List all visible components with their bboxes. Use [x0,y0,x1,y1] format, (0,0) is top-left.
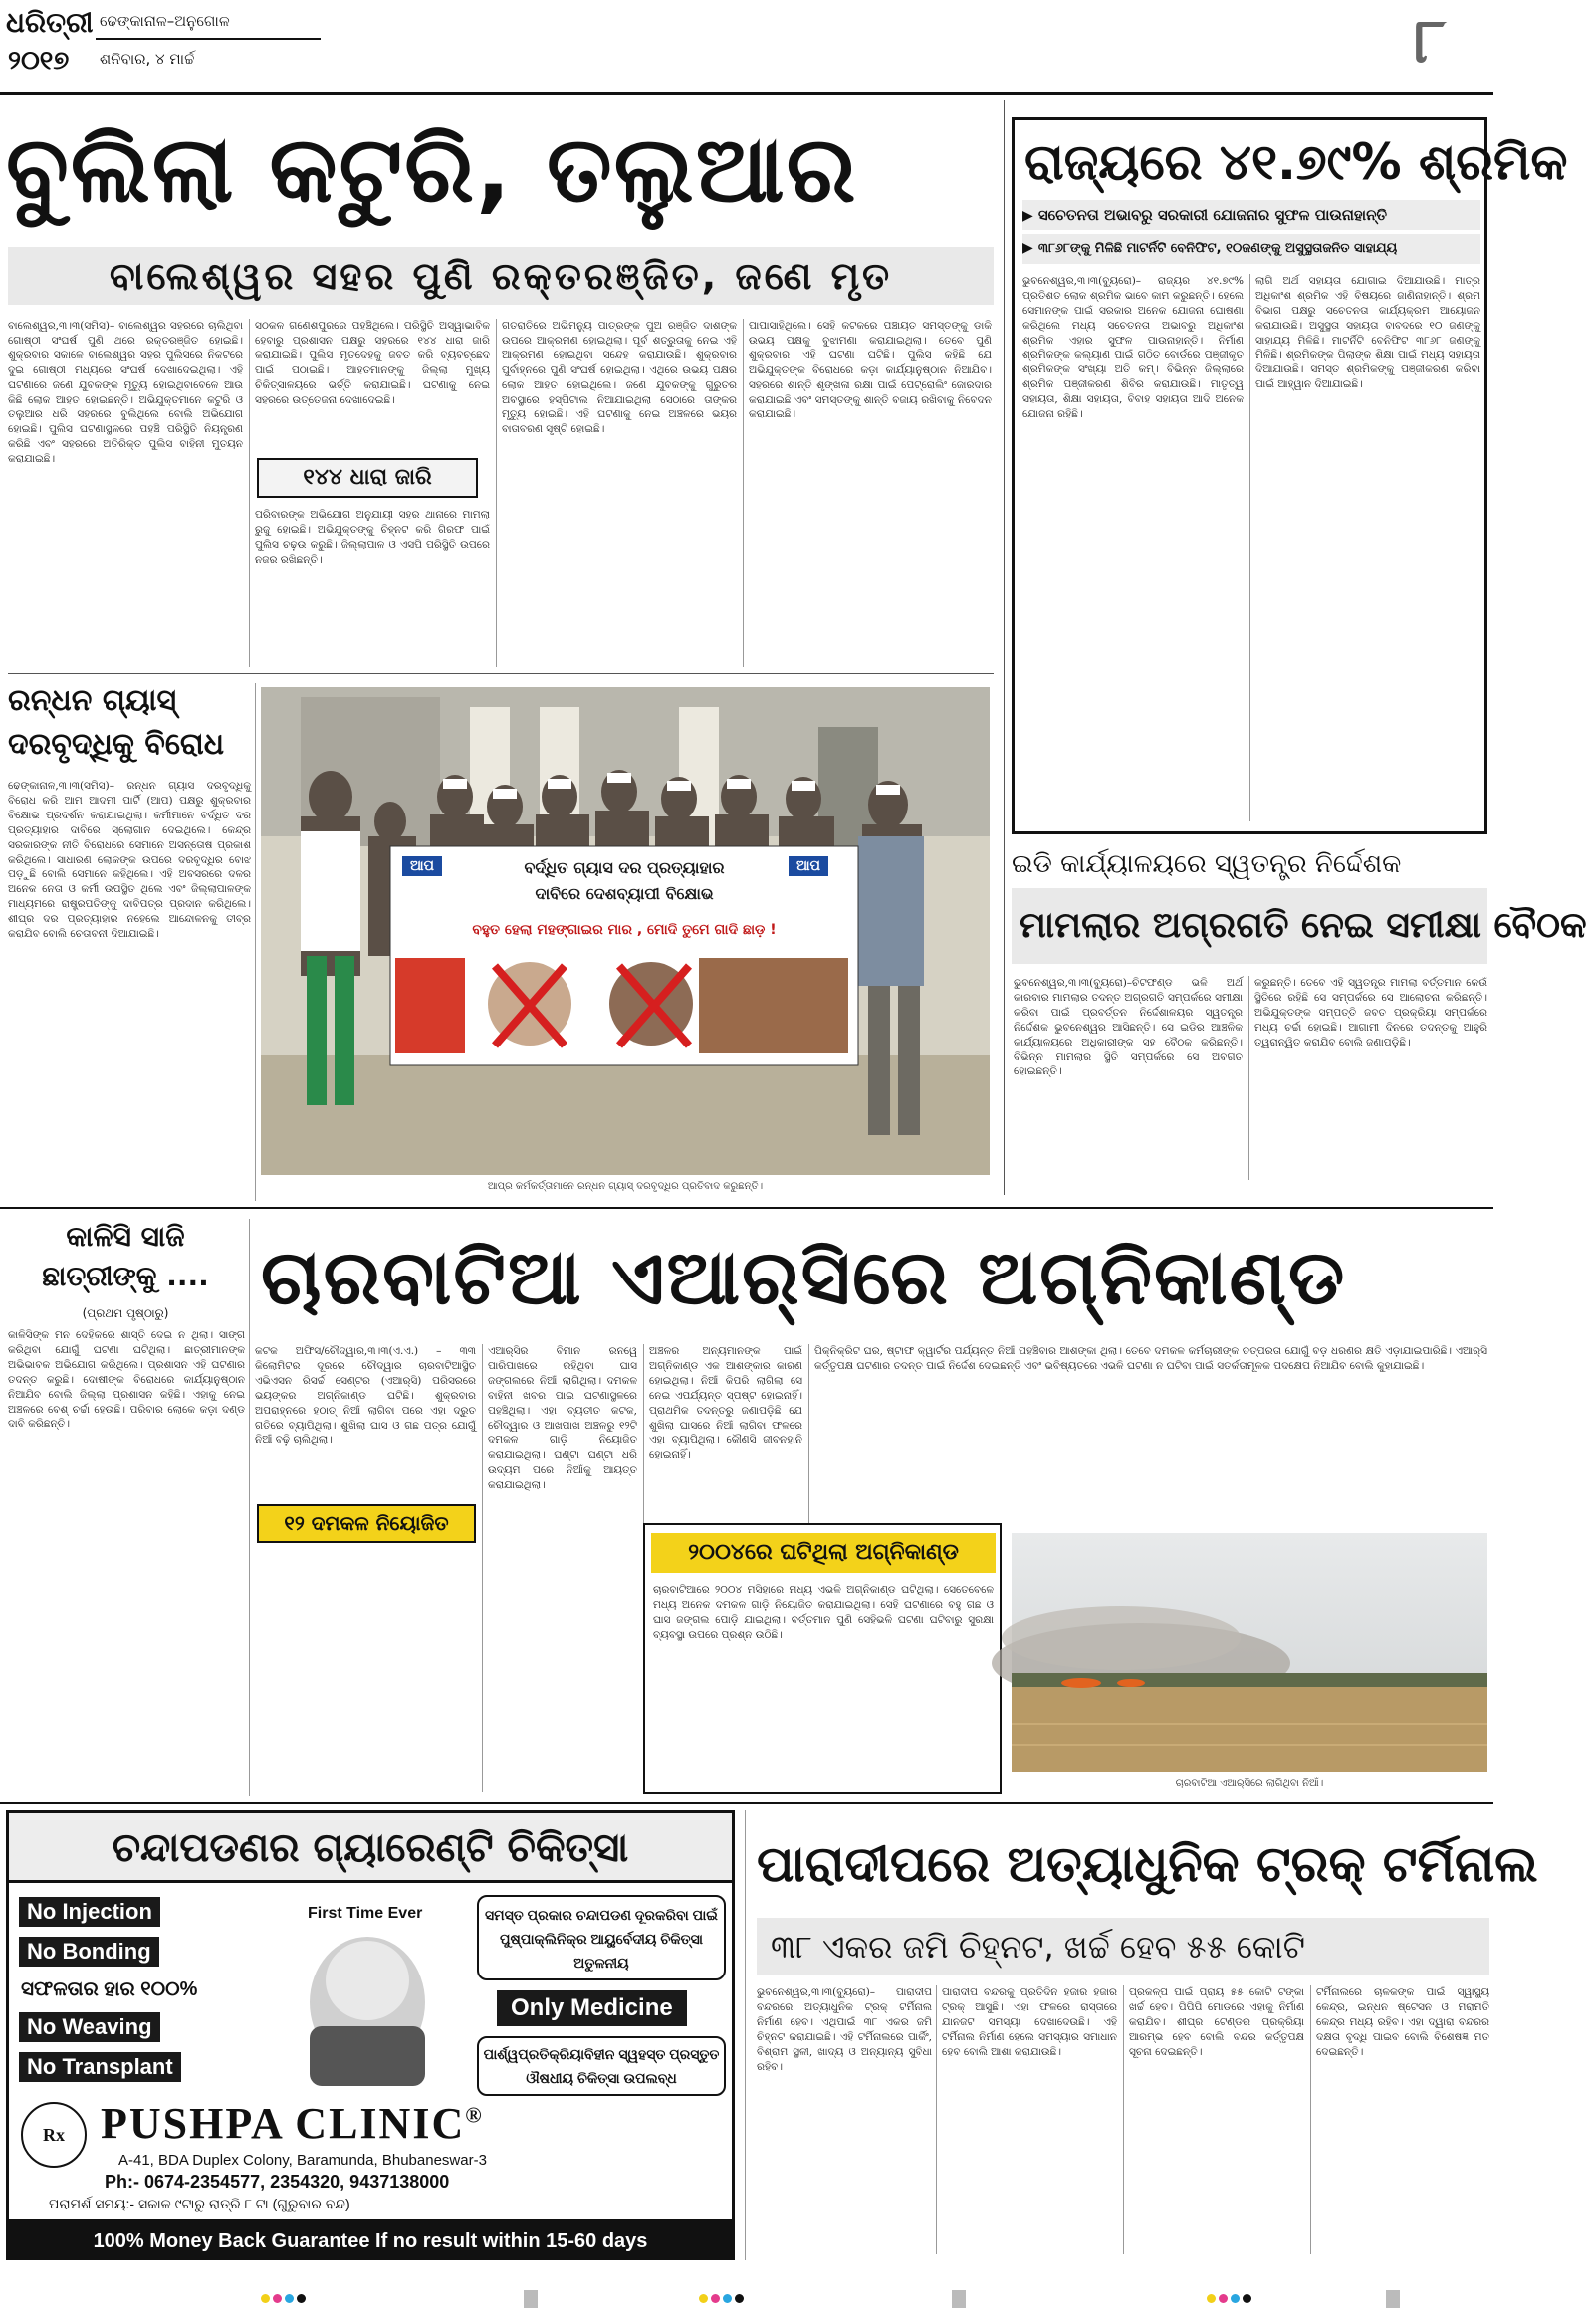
lpg-protest-photo [261,687,990,1175]
clinic-logo-icon: Rx [21,2102,87,2168]
registered-mark: ® [465,2102,484,2128]
lead-col-1: ବାଲେଶ୍ୱର,୩।୩(ସମିସ)– ବାଲେଶ୍ୱର ସହରରେ ଚାଲିଥିବା ଗୋଷ୍ଠୀ ସଂଘର୍ଷ ପୁଣି ଥରେ ରକ୍ତରଞ୍ଜିତ ହୋଇଛି। ଶୁକ୍ରବାର ସକାଳେ ବାଲେଶ୍ୱର ସହର ପୁଲିସରେ ନିକଟରେ ଦୁଇ ଗୋଷ୍ଠୀ ମଧ୍ୟରେ ସଂଘର୍ଷ ଦେଖାଦେଇଥିଲା। ଏହି ଘଟଣାରେ ଜଣେ ଯୁବକଙ୍କ ମୃତ୍ୟୁ ହୋଇଥିବାବେଳେ ଆଉ କିଛି ଲୋକ ଆହତ ହୋଇଛନ୍ତି। ଅଭିଯୁକ୍ତମାନେ କଟୁରି ଓ ତଲୁଆର ଧରି ସହରରେ ବୁଲିଥିଲେ ବୋଲି ଅଭିଯୋଗ ହୋଇଛି। ପୁଲିସ ଘଟଣାସ୍ଥଳରେ ପହଞ୍ଚି ପରିସ୍ଥିତି ନିୟନ୍ତ୍ରଣ କରିଛି ଏବଂ ସହରରେ ଅତିରିକ୍ତ ପୁଲିସ ବାହିନୀ ମୁତୟନ କରାଯାଇଛି। [8,320,243,466]
only-medicine: Only Medicine [497,1990,687,2026]
lead-col-2b: ପରିବାରଙ୍କ ଅଭିଯୋଗ ଅନୁଯାୟୀ ସହର ଥାନାରେ ମାମଲା ରୁଜୁ ହୋଇଛି। ଅଭିଯୁକ୍ତଙ୍କୁ ଚିହ୍ନଟ କରି ଗିରଫ ପାଇଁ ପୁଲିସ ଚଢ଼ଉ କରୁଛି। ଜିଲ୍ଲାପାଳ ଓ ଏସପି ପରିସ୍ଥିତି ଉପରେ ନଜର ରଖିଛନ୍ତି। [255,509,490,566]
no-transplant: No Transplant [19,2052,181,2082]
edition-label: ଢେଙ୍କାନାଳ–ଅନୁଗୋଳ [100,12,230,30]
ad-pill-ayurvedic [477,1895,726,1980]
fire-2004-body: ଚାରବାଟିଆରେ ୨୦୦୪ ମସିହାରେ ମଧ୍ୟ ଏଭଳି ଅଗ୍ନିକାଣ୍ଡ ଘଟିଥିଲା। ସେତେବେଳେ ମଧ୍ୟ ଅନେକ ଦମକଳ ଗାଡ଼ି ନିୟୋଜିତ କରାଯାଇଥିଲା। ସେହି ଘଟଣାରେ ବହୁ ଗଛ ଓ ଘାସ ଜଙ୍ଗଲ ପୋଡ଼ି ଯାଇଥିଲା। ବର୍ତ୍ତମାନ ପୁଣି ସେହିଭଳି ଘଟଣା ଘଟିବାରୁ ସୁରକ୍ଷା ବ୍ୟବସ୍ଥା ଉପରେ ପ୍ରଶ୍ନ ଉଠିଛି। [653,1584,994,1641]
ad-title: ଚନ୍ଦାପଡଣର ଗ୍ୟାରେଣ୍ଟି ଚିକିତ୍ସା [112,1825,629,1871]
labour-col-2: ଲାଗି ଅର୍ଥ ସହାୟତା ଯୋଗାଇ ଦିଆଯାଉଛି। ମାତ୍ର ଅଧିକାଂଶ ଶ୍ରମିକ ଏହି ବିଷୟରେ ଜାଣିନାହାନ୍ତି। ଶ୍ରମ ବିଭାଗ ପକ୍ଷରୁ ସଚେତନତା କାର୍ଯ୍ୟକ୍ରମ ଆୟୋଜନ କରାଯାଉଛି। ଅସୁସ୍ଥତା ସହାୟତା ବାବଦରେ ୧୦ ଜଣଙ୍କୁ ସାହାଯ୍ୟ ମିଳିଛି। ମାଟର୍ନିଟି ବେନିଫିଟ ୩୮୬୮ ଜଣଙ୍କୁ ମିଳିଛି। ଶ୍ରମିକଙ୍କ ପିଲାଙ୍କ ଶିକ୍ଷା ପାଇଁ ମଧ୍ୟ ସହାୟତା ଦିଆଯାଉଛି। ସମସ୍ତ ଶ୍ରମିକଙ୍କୁ ପଞ୍ଜୀକରଣ କରିବା ପାଇଁ ଆହ୍ୱାନ ଦିଆଯାଇଛି। [1255,275,1480,391]
masthead [0,0,1493,92]
registration-mark [1207,2294,1216,2303]
side-story-ref: (ପ୍ରଥମ ପୃଷ୍ଠାରୁ) [82,1306,169,1320]
no-bonding: No Bonding [19,1937,159,1967]
ad-title-bar [9,1813,732,1883]
lpg-headline: ରନ୍ଧନ ଗ୍ୟାସ୍ ଦରବୃଦ୍ଧିକୁ ବିରୋଧ [8,683,225,762]
money-back-text: 100% Money Back Guarantee If no result within 15-60 days [93,2230,648,2252]
labour-headline: ରାଜ୍ୟରେ ୪୧.୭୯% ଶ୍ରମିକ [1024,133,1568,191]
fire-photo [1012,1533,1487,1772]
labour-bullet-1: ସଚେତନତା ଅଭାବରୁ ସରକାରୀ ଯୋଜନାର ସୁଫଳ ପାଉନାହାନ୍ତି [1037,206,1388,224]
registration-mark [1219,2294,1228,2303]
section-144-label: ୧୪୪ ଧାରା ଜାରି [303,465,432,490]
registration-mark [711,2294,720,2303]
triangle-bullet-icon: ▶ [1022,208,1033,224]
lead-col-2: ସଠକଳ ଗଣେଶପୁରରେ ପହଞ୍ଚିଥିଲେ। ପରିସ୍ଥିତି ଅସ୍ୱାଭାବିକ ହେବାରୁ ପ୍ରଶାସନ ପକ୍ଷରୁ ସହରରେ ୧୪୪ ଧାରା ଜାରି କରାଯାଇଛି। ପୁଲିସ ମୃତଦେହକୁ ଜବତ କରି ବ୍ୟବଚ୍ଛେଦ ପାଇଁ ପଠାଇଛି। ଆହତମାନଙ୍କୁ ଜିଲ୍ଲା ମୁଖ୍ୟ ଚିକିତ୍ସାଳୟରେ ଭର୍ତ୍ତି କରାଯାଇଛି। ଘଟଣାକୁ ନେଇ ସହରରେ ଉତ୍ତେଜନା ଦେଖାଦେଇଛି। [255,320,490,406]
ed-col-1: ଭୁବନେଶ୍ୱର,୩।୩(ବ୍ୟୁରୋ)–ଚିଟଫଣ୍ଡ ଭଳି ଅର୍ଥ କାରବାର ମାମଲାର ତଦନ୍ତ ଅଗ୍ରଗତି ସମ୍ପର୍କରେ ସମୀକ୍ଷା କରିବା ପାଇଁ ପ୍ରବର୍ତ୍ତନ ନିର୍ଦ୍ଦେଶାଳୟର ସ୍ୱତନ୍ତ୍ର ନିର୍ଦ୍ଦେଶକ ଭୁବନେଶ୍ୱର ଆସିଛନ୍ତି। ସେ ଇଡିର ଆଞ୍ଚଳିକ କାର୍ଯ୍ୟାଳୟରେ ଅଧିକାରୀଙ୍କ ସହ ବୈଠକ କରିଛନ୍ତି। ବିଭିନ୍ନ ମାମଲାର ସ୍ଥିତି ସମ୍ପର୍କରେ ସେ ଅବଗତ ହୋଇଛନ୍ତି। [1014,977,1243,1078]
labour-bullet-1-box [1022,200,1480,230]
lead-col-3: ଗତରାତିରେ ଅଭିମନ୍ୟୁ ପାତ୍ରଙ୍କ ପୁଅ ରଞ୍ଜିତ ଦାଶଙ୍କ ଉପରେ ଆକ୍ରମଣ ହୋଇଥିଲା। ପୂର୍ବ ଶତ୍ରୁତାକୁ ନେଇ ଏହି ଆକ୍ରମଣ ହୋଇଥିବା ସନ୍ଦେହ କରାଯାଉଛି। ଶୁକ୍ରବାର ପୁର୍ବାହ୍ନରେ ପୁଣି ସଂଘର୍ଷ ହୋଇଥିଲା। ଏଥିରେ ଉଭୟ ପକ୍ଷର ଲୋକ ଆହତ ହୋଇଥିଲେ। ଜଣେ ଯୁବକଙ୍କୁ ଗୁରୁତର ଅବସ୍ଥାରେ ହସ୍ପିଟାଲ ନିଆଯାଇଥିଲା ସେଠାରେ ତାଙ୍କର ମୃତ୍ୟୁ ହୋଇଛି। ଏହି ଘଟଣାକୁ ନେଇ ଅଞ୍ଚଳରେ ଭୟର ବାତାବରଣ ସୃଷ୍ଟି ହୋଇଛି। [502,320,737,436]
side-story-headline: କାଳିସି ସାଜି ଛାତ୍ରୀଙ୍କୁ .... [42,1220,209,1292]
fire-headline: ଚାରବାଟିଆ ଏଆର୍‌ସିରେ ଅଗ୍ନିକାଣ୍ଡ [261,1233,1347,1321]
registration-mark [1243,2294,1251,2303]
registration-bar [524,2290,538,2308]
fire-photo-caption: ଚାରବାଟିଆ ଏଆର୍‌ସିରେ ଲାଗିଥିବା ନିଆଁ। [1175,1778,1324,1789]
registration-mark [297,2294,306,2303]
registration-mark [261,2294,270,2303]
truck-col-3: ପ୍ରକଳ୍ପ ପାଇଁ ପ୍ରାୟ ୫୫ କୋଟି ଟଙ୍କା ଖର୍ଚ୍ଚ ହେବ। ପିପିପି ମୋଡରେ ଏହାକୁ ନିର୍ମାଣ କରାଯିବ। ଶୀଘ୍ର ଟେଣ୍ଡର ପ୍ରକ୍ରିୟା ଆରମ୍ଭ ହେବ ବୋଲି ବନ୍ଦର କର୍ତ୍ତୃପକ୍ଷ ସୂଚନା ଦେଇଛନ୍ତି। [1129,1986,1304,2058]
clinic-name-text: PUSHPA CLINIC [101,2099,466,2148]
registration-strip [0,2280,1493,2324]
labour-story [1012,117,1568,834]
lpg-body: ଢେଙ୍କାନାଳ,୩।୩(ସମିସ)– ରନ୍ଧନ ଗ୍ୟାସ ଦରବୃଦ୍ଧିକୁ ବିରୋଧ କରି ଆମ ଆଦମୀ ପାର୍ଟି (ଆପ) ପକ୍ଷରୁ ଶୁକ୍ରବାର ବିକ୍ଷୋଭ ପ୍ରଦର୍ଶନ କରାଯାଇଥିଲା। କର୍ମୀମାନେ ବର୍ଦ୍ଧିତ ଦର ପ୍ରତ୍ୟାହାର ଦାବିରେ ସ୍ଲୋଗାନ ଦେଇଥିଲେ। କେନ୍ଦ୍ର ସରକାରଙ୍କ ନୀତି ବିରୋଧରେ ସେମାନେ ଅସନ୍ତୋଷ ପ୍ରକାଶ କରିଥିଲେ। ସାଧାରଣ ଲୋକଙ୍କ ଉପରେ ଦରବୃଦ୍ଧିର ବୋଝ ପଡ଼ୁଛି ବୋଲି ସେମାନେ କହିଥିଲେ। ଏହି ଅବସରରେ ଦଳର ଅନେକ ନେତା ଓ କର୍ମୀ ଉପସ୍ଥିତ ଥିଲେ ଏବଂ ଜିଲ୍ଲାପାଳଙ୍କ ମାଧ୍ୟମରେ ରାଷ୍ଟ୍ରପତିଙ୍କୁ ଦାବିପତ୍ର ପ୍ରଦାନ କରିଥିଲେ। ଶୀଘ୍ର ଦର ପ୍ରତ୍ୟାହାର ନହେଲେ ଆନ୍ଦୋଳନକୁ ତୀବ୍ର କରାଯିବ ବୋଲି ଚେତାବନୀ ଦିଆଯାଇଛି। [8,780,251,941]
paper-name: ଧରିତ୍ରୀ [6,6,94,39]
fire-col-4: ପିକ୍‌ନିକ୍‌ରିଟ ଘର, ଷ୍ଟାଫ କ୍ୱାର୍ଟର ପର୍ଯ୍ୟନ୍ତ ନିଆଁ ପହଞ୍ଚିବାର ଆଶଙ୍କା ଥିଲା। ତେବେ ଦମକଳ କର୍ମଚାରୀଙ୍କ ତତ୍ପରତା ଯୋଗୁଁ ବଡ଼ ଧରଣର କ୍ଷତି ଏଡ଼ାଯାଇପାରିଛି। ଏଆର୍‌ସି କର୍ତ୍ତୃପକ୍ଷ ଘଟଣାର ତଦନ୍ତ ପାଇଁ ନିର୍ଦ୍ଦେଶ ଦେଇଛନ୍ତି ଏବଂ ଭବିଷ୍ୟତରେ ଏଭଳି ଘଟଣା ନ ଘଟିବା ପାଇଁ ସତର୍କତାମୂଳକ ପଦକ୍ଷେପ ନିଆଯିବ ବୋଲି କୁହାଯାଇଛି। [814,1345,1487,1372]
side-story-body: କାଳିସିଙ୍କ ମନ ଦେହିକରେ ଶାସ୍ତି ଦେଇ ନ ଥିଲା। ସାଙ୍ଗ କରିଥିବା ଯୋଗୁଁ ଘଟଣା ଘଟିଥିଲା। ଛାତ୍ରୀମାନଙ୍କ ଅଭିଭାବକ ଅଭିଯୋଗ କରିଥିଲେ। ପ୍ରଶାସନ ଏହି ଘଟଣାର ତଦନ୍ତ କରୁଛି। ଦୋଷୀଙ୍କ ବିରୋଧରେ କାର୍ଯ୍ୟାନୁଷ୍ଠାନ ନିଆଯିବ ବୋଲି ଜିଲ୍ଲା ପ୍ରଶାସନ କହିଛି। ଏହାକୁ ନେଇ ଅଞ୍ଚଳରେ ବେଶ୍ ଚର୍ଚ୍ଚା ହେଉଛି। ପରିବାର ଲୋକେ କଡ଼ା ଦଣ୍ଡ ଦାବି କରିଛନ୍ତି। [8,1329,245,1431]
clinic-phone: Ph:- 0674-2354577, 2354320, 9437138000 [105,2172,450,2192]
fire-col-2: ଏଆର୍‌ସିର ବିମାନ ରନୱେ ପାରିପାଖରେ ରହିଥିବା ଘାସ ଜଙ୍ଗଲରେ ନିଆଁ ଲାଗିଥିଲା। ଦମକଳ ବାହିନୀ ଖବର ପାଇ ଘଟଣାସ୍ଥଳରେ ପହଞ୍ଚିଥିଲା। ଏହା ବ୍ୟତୀତ କଟକ, ଚୌଦ୍ୱାର ଓ ଆଖପାଖ ଅଞ୍ଚଳରୁ ୧୨ଟି ଦମକଳ ଗାଡ଼ି ନିୟୋଜିତ କରାଯାଇଥିଲା। ଘଣ୍ଟା ଘଣ୍ଟା ଧରି ଉଦ୍ୟମ ପରେ ନିଆଁକୁ ଆୟତ୍ତ କରାଯାଇଥିଲା। [488,1345,637,1492]
fire-col-3: ଅଞ୍ଚଳର ଅନ୍ୟମାନଙ୍କ ପାଇଁ ଅଗ୍ନିକାଣ୍ଡ ଏକ ଆଶଙ୍କାର କାରଣ ହୋଇଥିଲା। ନିଆଁ କିପରି ଲାଗିଲା ସେ ନେଇ ଏପର୍ଯ୍ୟନ୍ତ ସ୍ପଷ୍ଟ ହୋଇନାହିଁ। ପ୍ରାଥମିକ ତଦନ୍ତରୁ ଜଣାପଡ଼ିଛି ଯେ ଶୁଖିଲା ଘାସରେ ନିଆଁ ଲାଗିବା ଫଳରେ ଏହା ବ୍ୟାପିଥିଲା। କୌଣସି ଜୀବନହାନି ହୋଇନାହିଁ। [649,1345,802,1462]
clinic-address: A-41, BDA Duplex Colony, Baramunda, Bhubaneswar-3 [118,2152,487,2169]
fire-2004-headline: ୨୦୦୪ରେ ଘଟିଥିଲା ଅଗ୍ନିକାଣ୍ଡ [688,1540,959,1565]
registration-mark [285,2294,294,2303]
ad-pill-ayurvedic-text: ସମସ୍ତ ପ୍ରକାର ଚନ୍ଦାପଡଣ ଦୂରକରିବା ପାଇଁ ପୁଷ୍ପାକ୍ଲିନିକ୍‌ର ଆୟୁର୍ବେଦୀୟ ଚିକିତ୍ସା ଅତୁଳନୀୟ [485,1907,718,1971]
lead-headline: ବୁଲିଲା କଟୁରି, ତଲୁଆର [6,116,858,223]
lead-col-4: ପାପାସାହିଥିଲେ। ସେହି କଟକରେ ପଞ୍ଚାୟତ ସମସ୍ତଙ୍କୁ ଡାକି ଉଭୟ ପକ୍ଷକୁ ବୁଝାମଣା କରାଯାଇଥିଲା। ତେବେ ପୁଣି ଶୁକ୍ରବାର ଏହି ଘଟଣା ଘଟିଛି। ପୁଲିସ କହିଛି ଯେ ଅଭିଯୁକ୍ତଙ୍କ ବିରୋଧରେ କଡ଼ା କାର୍ଯ୍ୟାନୁଷ୍ଠାନ ନିଆଯିବ। ସହରରେ ଶାନ୍ତି ଶୃଙ୍ଖଳା ରକ୍ଷା ପାଇଁ ପେଟ୍ରୋଲିଂ ଜୋରଦାର କରାଯାଇଛି ଏବଂ ସମସ୍ତଙ୍କୁ ଶାନ୍ତି ବଜାୟ ରଖିବାକୁ ନିବେଦନ କରାଯାଇଛି। [749,320,992,421]
section-144-tag [257,458,478,498]
banner-slogan: ବହୁତ ହେଲା ମହଙ୍ଗାଇର ମାର , ମୋଦି ତୁମେ ଗାଦି ଛାଡ଼ ! [472,922,777,938]
banner-title: ବର୍ଦ୍ଧିତ ଗ୍ୟାସ ଦର ପ୍ରତ୍ୟାହାର [524,858,725,877]
registration-bar [952,2290,966,2308]
clinic-timing: ପରାମର୍ଶ ସମୟ:- ସକାଳ ୯ଟାରୁ ରାତ୍ରି ୮ ଟା (ଗୁରୁବାର ବନ୍ଦ) [49,2196,350,2211]
labour-col-1: ଭୁବନେଶ୍ୱର,୩।୩(ବ୍ୟୁରୋ)– ରାଜ୍ୟର ୪୧.୭୯% ପ୍ରତିଶତ ଲୋକ ଶ୍ରମିକ ଭାବେ କାମ କରୁଛନ୍ତି। ହେଲେ ସେମାନଙ୍କ ପାଇଁ ସରକାର ଅନେକ ଯୋଜନା ଘୋଷଣା କରିଥିଲେ ମଧ୍ୟ ସଚେତନତା ଅଭାବରୁ ଅଧିକାଂଶ ଶ୍ରମିକ ଏହାର ସୁଫଳ ପାଉନାହାନ୍ତି। ନିର୍ମାଣ ଶ୍ରମିକଙ୍କ କଲ୍ୟାଣ ପାଇଁ ଗଠିତ ବୋର୍ଡରେ ପଞ୍ଜୀକୃତ ଶ୍ରମିକଙ୍କ ସଂଖ୍ୟା ଅତି କମ୍। ବିଭିନ୍ନ ଜିଲ୍ଲାରେ ଶ୍ରମିକ ପଞ୍ଜୀକରଣ ଶିବିର କରାଯାଉଛି। ମାତୃତ୍ୱ ସହାୟତା, ଶିକ୍ଷା ସହାୟତା, ବିବାହ ସହାୟତା ଆଦି ଅନେକ ଯୋଜନା ରହିଛି। [1022,275,1244,421]
banner-logo-right: ଆପ [789,856,828,876]
registration-bar [1386,2290,1400,2308]
registration-mark [699,2294,708,2303]
fire-2004-box [643,1523,1002,1794]
registration-mark [1231,2294,1240,2303]
truck-headline: ପାରାଦୀପରେ ଅତ୍ୟାଧୁନିକ ଟ୍ରକ୍ ଟର୍ମିନାଲ [757,1835,1538,1893]
lead-subhead: ବାଲେଶ୍ୱର ସହର ପୁଣି ରକ୍ତରଞ୍ଜିତ, ଜଣେ ମୃତ [109,254,893,298]
first-time-ever: First Time Ever [308,1905,423,1922]
pushpa-clinic-ad[interactable] [6,1810,735,2222]
ed-headline-box [1012,888,1587,964]
truck-col-1: ଭୁବନେଶ୍ୱର,୩।୩(ବ୍ୟୁରୋ)– ପାରାଦୀପ ବନ୍ଦରରେ ଅତ୍ୟାଧୁନିକ ଟ୍ରକ୍ ଟର୍ମିନାଲ ନିର୍ମାଣ ହେବ। ଏଥିପାଇଁ ୩୮ ଏକର ଜମି ଚିହ୍ନଟ କରାଯାଇଛି। ଏହି ଟର୍ମିନାଲରେ ପାର୍କିଂ, ବିଶ୍ରାମ ସ୍ଥଳୀ, ଖାଦ୍ୟ ଓ ଅନ୍ୟାନ୍ୟ ସୁବିଧା ରହିବ। [757,1986,932,2073]
fire-photo-illustration [1012,1533,1487,1772]
banner-subtitle: ଦାବିରେ ଦେଶବ୍ୟାପୀ ବିକ୍ଷୋଭ [535,884,714,903]
labour-bullet-2-box [1022,234,1480,264]
issue-date: ଶନିବାର, ୪ ମାର୍ଚ୍ଚ [100,50,195,68]
ad-pill-no-side-effect [477,2036,726,2096]
registration-mark [273,2294,282,2303]
ed-headline: ମାମଲାର ଅଗ୍ରଗତି ନେଇ ସମୀକ୍ଷା ବୈଠକ [1020,905,1587,946]
ad-pill-no-side-effect-text: ପାର୍ଶ୍ୱପ୍ରତିକ୍ରିୟାବିହୀନ ସ୍ୱହସ୍ତ ପ୍ରସ୍ତୁତ ଔଷଧୀୟ ଚିକିତ୍ସା ଉପଲବ୍ଧ [483,2046,720,2086]
paper-year: ୨୦୧୭ [8,46,70,76]
lead-subhead-box [8,247,994,305]
truck-col-2: ପାରାଦୀପ ବନ୍ଦରକୁ ପ୍ରତିଦିନ ହଜାର ହଜାର ଟ୍ରକ୍ ଆସୁଛି। ଏହା ଫଳରେ ରାସ୍ତାରେ ଯାନଜଟ ସମସ୍ୟା ଦେଖାଦେଉଛି। ଏହି ଟର୍ମିନାଲ ନିର୍ମାଣ ହେଲେ ସମସ୍ୟାର ସମାଧାନ ହେବ ବୋଲି ଆଶା କରାଯାଉଛି। [942,1986,1117,2058]
truck-subhead: ୩୮ ଏକର ଜମି ଚିହ୍ନଟ, ଖର୍ଚ୍ଚ ହେବ ୫୫ କୋଟି [771,1928,1305,1966]
lpg-headline-1 [8,679,247,767]
page-number: ୮ [1414,4,1447,77]
lpg-photo-caption: ଆପ୍‌ର କର୍ମକର୍ତ୍ତାମାନେ ରନ୍ଧନ ଗ୍ୟାସ୍ ଦରବୃଦ୍ଧିର ପ୍ରତିବାଦ କରୁଛନ୍ତି। [487,1181,764,1192]
fire-engines-tag [257,1504,476,1543]
bald-head-icon [298,1931,437,2090]
registration-mark [723,2294,732,2303]
ed-col-2: କରୁଛନ୍ତି। ତେବେ ଏହି ସ୍ୱତନ୍ତ୍ର ମାମଲା ବର୍ତ୍ତମାନ କେଉଁ ସ୍ଥିତିରେ ରହିଛି ସେ ସମ୍ପର୍କରେ ସେ ଆଲୋଚନା କରିଛନ୍ତି। ଅଭିଯୁକ୍ତଙ୍କ ସମ୍ପତ୍ତି ଜବତ ପ୍ରକ୍ରିୟା ସମ୍ପର୍କରେ ମଧ୍ୟ ଚର୍ଚ୍ଚା ହୋଇଛି। ଆଗାମୀ ଦିନରେ ତଦନ୍ତକୁ ଆହୁରି ତ୍ୱରାନ୍ୱିତ କରାଯିବ ବୋଲି ଜଣାପଡ଼ିଛି। [1254,977,1487,1048]
fire-2004-head-box [651,1533,996,1573]
truck-col-4: ଟର୍ମିନାଲରେ ଚାଳକଙ୍କ ପାଇଁ ସ୍ୱାସ୍ଥ୍ୟ କେନ୍ଦ୍ର, ଇନ୍ଧନ ଷ୍ଟେସନ ଓ ମରାମତି କେନ୍ଦ୍ର ମଧ୍ୟ ରହିବ। ଏହା ଦ୍ୱାରା ବନ୍ଦରର ଦକ୍ଷତା ବୃଦ୍ଧି ପାଇବ ବୋଲି ବିଶେଷଜ୍ଞ ମତ ଦେଇଛନ୍ତି। [1316,1986,1489,2058]
labour-bullet-2: ୩୮୬୮ଙ୍କୁ ମିଳିଛି ମାଟର୍ନିଟି ବେନିଫିଟ, ୧୦ଜଣଙ୍କୁ ଅସୁସ୍ଥତାଜନିତ ସାହାଯ୍ୟ [1037,241,1398,256]
fire-col-1: କଟକ ଅଫିସ/ଚୌଦ୍ୱାର,୩।୩(ଏ.ଏ.) – ୩୩ କିଲୋମିଟର ଦୂରରେ ଚୌଦ୍ୱାର ଚାରବାଟିଆସ୍ଥିତ ଏଭିଏସନ ରିସର୍ଚ୍ଚ ସେଣ୍ଟର (ଏଆର୍‌ସି) ପରିସରରେ ଭୟଙ୍କର ଅଗ୍ନିକାଣ୍ଡ ଘଟିଛି। ଶୁକ୍ରବାର ଅପରାହ୍ନରେ ହଠାତ୍ ନିଆଁ ଲାଗିବା ପରେ ଏହା ଦ୍ରୁତ ଗତିରେ ବ୍ୟାପିଥିଲା। ଶୁଖିଲା ଘାସ ଓ ଗଛ ପତ୍ର ଯୋଗୁଁ ନିଆଁ ବଢ଼ି ଚାଲିଥିଲା। [255,1345,476,1447]
fire-engines-label: ୧୨ ଦମକଳ ନିୟୋଜିତ [284,1511,449,1535]
truck-subhead-box [757,1918,1489,1975]
no-weaving: No Weaving [19,2012,160,2042]
registration-mark [735,2294,744,2303]
no-injection: No Injection [19,1897,160,1927]
clinic-name [101,2098,484,2149]
triangle-bullet-icon: ▶ [1022,240,1033,256]
banner-logo-left: ଆପ [402,856,442,876]
money-back-banner [6,2222,735,2260]
ed-kicker: ଇଡି କାର୍ଯ୍ୟାଳୟରେ ସ୍ୱତନ୍ତ୍ର ନିର୍ଦ୍ଦେଶକ [1012,849,1402,879]
success-rate: ସଫଳତାର ହାର ୧୦୦% [21,1978,198,2000]
